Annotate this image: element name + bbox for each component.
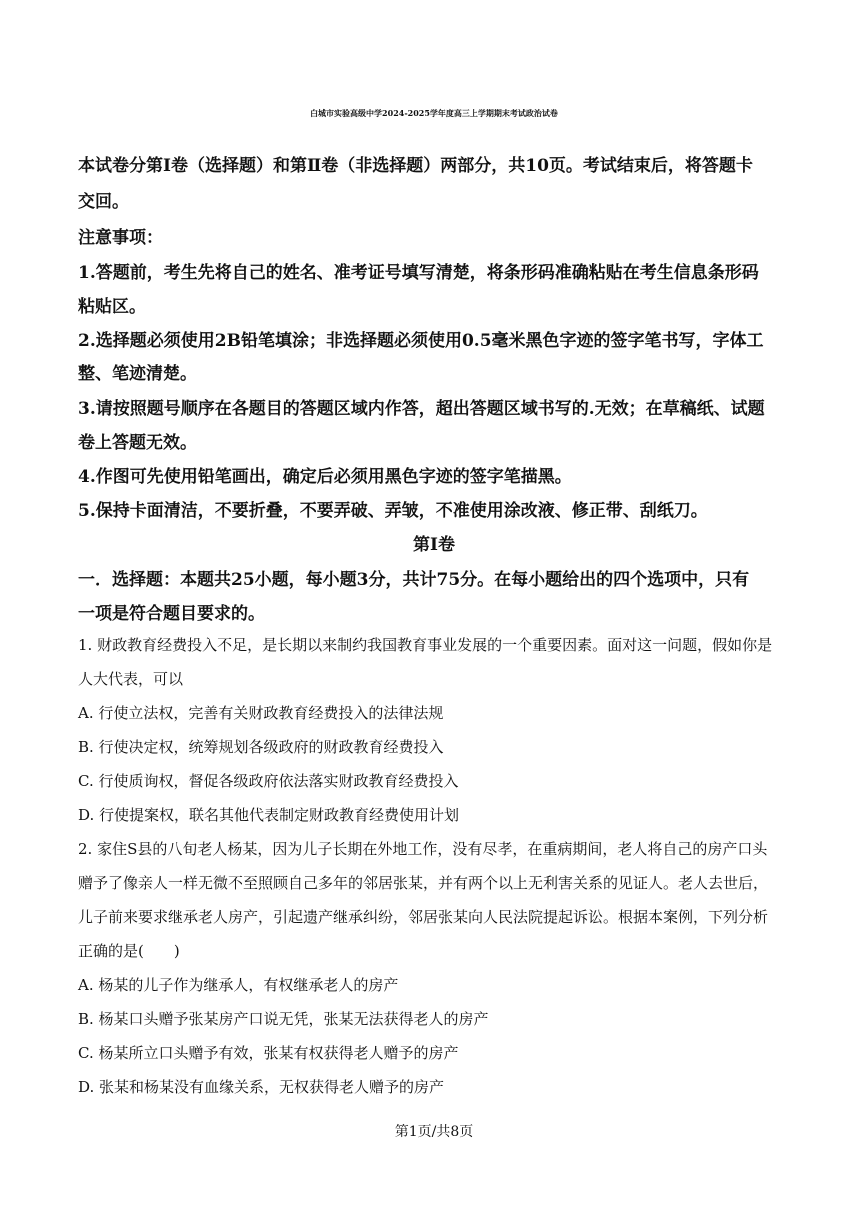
question-1-option-a: A. 行使立法权，完善有关财政教育经费投入的法律法规 — [78, 704, 444, 722]
question-1-line: 1. 财政教育经费投入不足，是长期以来制约我国教育事业发展的一个重要因素。面对这一问题，假如你是 — [78, 636, 773, 654]
question-1-option-c: C. 行使质询权，督促各级政府依法落实财政教育经费投入 — [78, 772, 459, 790]
question-2-option-d: D. 张某和杨某没有血缘关系，无权获得老人赠予的房产 — [78, 1078, 445, 1096]
intro-line-2: 交回。 — [78, 192, 129, 212]
page-title: 白城市实验高级中学2024-2025学年度高三上学期期末考试政治试卷 — [310, 108, 558, 118]
notice-item: 4.作图可先使用铅笔画出，确定后必须用黑色字迹的签字笔描黑。 — [78, 467, 572, 487]
question-2-option-a: A. 杨某的儿子作为继承人，有权继承老人的房产 — [78, 976, 399, 994]
notice-item: 卷上答题无效。 — [78, 433, 197, 453]
page-footer: 第1页/共8页 — [394, 1124, 474, 1140]
notice-item: 3.请按照题号顺序在各题目的答题区域内作答，超出答题区域书写的.无效；在草稿纸、试题 — [78, 399, 765, 419]
question-2-line: 正确的是( ) — [78, 942, 180, 960]
question-2-line: 2. 家住S县的八旬老人杨某，因为儿子长期在外地工作，没有尽孝，在重病期间，老人将自己的房产口头 — [78, 840, 768, 858]
question-1-option-d: D. 行使提案权，联名其他代表制定财政教育经费使用计划 — [78, 806, 460, 824]
question-2-line: 赠予了像亲人一样无微不至照顾自己多年的邻居张某，并有两个以上无利害关系的见证人。老人去世后， — [78, 874, 769, 892]
notice-heading: 注意事项： — [78, 228, 163, 248]
question-2-option-c: C. 杨某所立口头赠予有效，张某有权获得老人赠予的房产 — [78, 1044, 459, 1062]
intro-line-1: 本试卷分第Ⅰ卷（选择题）和第Ⅱ卷（非选择题）两部分，共10页。考试结束后，将答题卡 — [78, 156, 753, 176]
notice-item: 2.选择题必须使用2B铅笔填涂；非选择题必须使用0.5毫米黑色字迹的签字笔书写，字体工 — [78, 331, 764, 351]
question-1-line: 人大代表，可以 — [78, 670, 184, 688]
notice-item: 5.保持卡面清洁，不要折叠，不要弄破、弄皱，不准使用涂改液、修正带、刮纸刀。 — [78, 501, 708, 521]
notice-item: 整、笔迹清楚。 — [78, 364, 197, 384]
notice-item: 1.答题前，考生先将自己的姓名、准考证号填写清楚，将条形码准确粘贴在考生信息条形码 — [78, 263, 759, 283]
section-title: 第Ⅰ卷 — [413, 535, 455, 555]
section-heading-line-2: 一项是符合题目要求的。 — [78, 604, 265, 624]
notice-item: 粘贴区。 — [78, 297, 146, 317]
section-heading-line-1: 一．选择题：本题共25小题，每小题3分，共计75分。在每小题给出的四个选项中，只有 — [78, 570, 750, 590]
question-2-line: 儿子前来要求继承老人房产，引起遗产继承纠纷，邻居张某向人民法院提起诉讼。根据本案例，下列分析 — [78, 908, 769, 926]
question-2-option-b: B. 杨某口头赠予张某房产口说无凭，张某无法获得老人的房产 — [78, 1010, 489, 1028]
question-1-option-b: B. 行使决定权，统筹规划各级政府的财政教育经费投入 — [78, 738, 444, 756]
